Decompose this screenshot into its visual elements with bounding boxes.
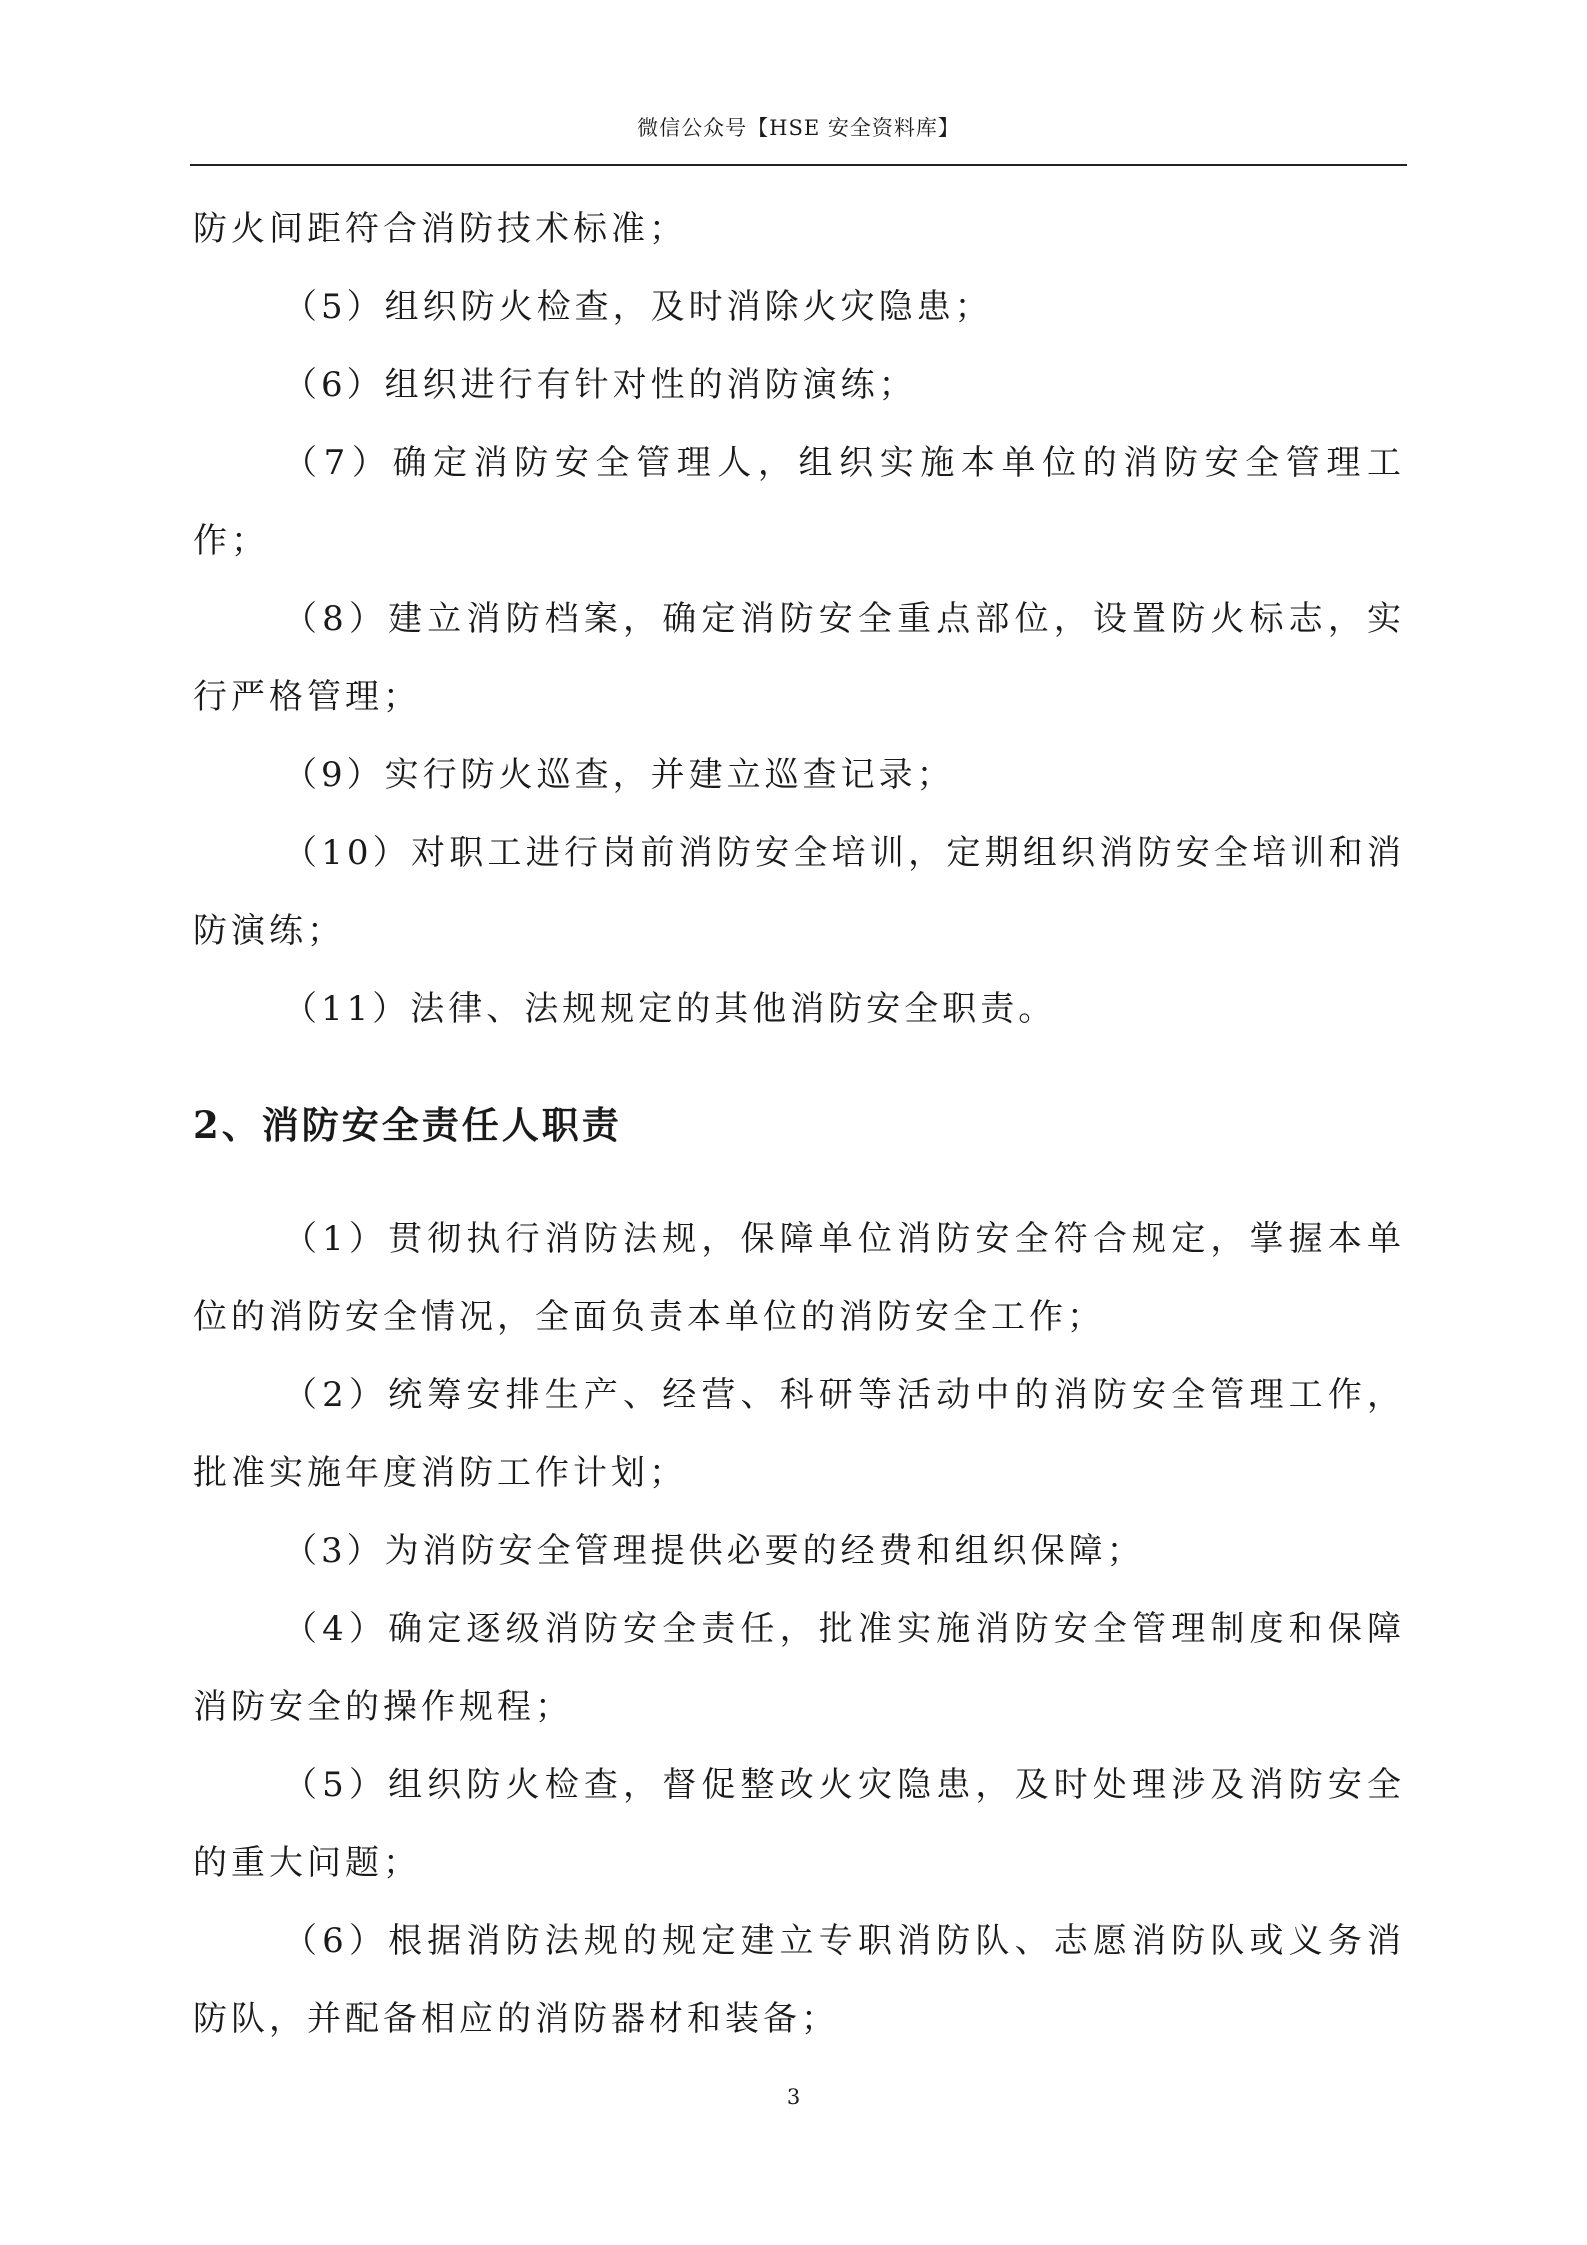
list-item-s2-4: （4）确定逐级消防安全责任，批准实施消防安全管理制度和保障消防安全的操作规程； bbox=[193, 1609, 1405, 1727]
header-text: 微信公众号【HSE 安全资料库】 bbox=[637, 116, 960, 140]
list-item-s2-3: （3）为消防安全管理提供必要的经费和组织保障； bbox=[283, 1531, 1145, 1571]
list-item-s1-8: （8）建立消防档案，确定消防安全重点部位，设置防火标志，实行严格管理； bbox=[193, 599, 1405, 717]
list-item-s1-6: （6）组织进行有针对性的消防演练； bbox=[283, 365, 917, 405]
page-number: 3 bbox=[786, 2085, 801, 2109]
document-body bbox=[193, 190, 1405, 2058]
list-item-s1-10: （10）对职工进行岗前消防安全培训，定期组织消防安全培训和消防演练； bbox=[193, 833, 1405, 951]
list-item-s1-11: （11）法律、法规规定的其他消防安全职责。 bbox=[283, 989, 1057, 1029]
list-item-s2-1: （1）贯彻执行消防法规，保障单位消防安全符合规定，掌握本单位的消防安全情况，全面负责本单位的消防安全工作； bbox=[193, 1219, 1405, 1337]
list-item-s2-6: （6）根据消防法规的规定建立专职消防队、志愿消防队或义务消防队，并配备相应的消防器材和装备； bbox=[193, 1921, 1405, 2039]
list-item-s2-5: （5）组织防火检查，督促整改火灾隐患，及时处理涉及消防安全的重大问题； bbox=[193, 1765, 1405, 1883]
list-item-s1-9: （9）实行防火巡查，并建立巡查记录； bbox=[283, 755, 955, 795]
paragraph-continuation: 防火间距符合消防技术标准； bbox=[193, 209, 687, 249]
page-header bbox=[190, 112, 1407, 166]
list-item-s1-5: （5）组织防火检查，及时消除火灾隐患； bbox=[283, 287, 993, 327]
list-item-s1-7: （7）确定消防安全管理人，组织实施本单位的消防安全管理工作； bbox=[193, 443, 1405, 561]
section-heading: 2、消防安全责任人职责 bbox=[193, 1103, 622, 1147]
list-item-s2-2: （2）统筹安排生产、经营、科研等活动中的消防安全管理工作，批准实施年度消防工作计划； bbox=[193, 1375, 1405, 1493]
